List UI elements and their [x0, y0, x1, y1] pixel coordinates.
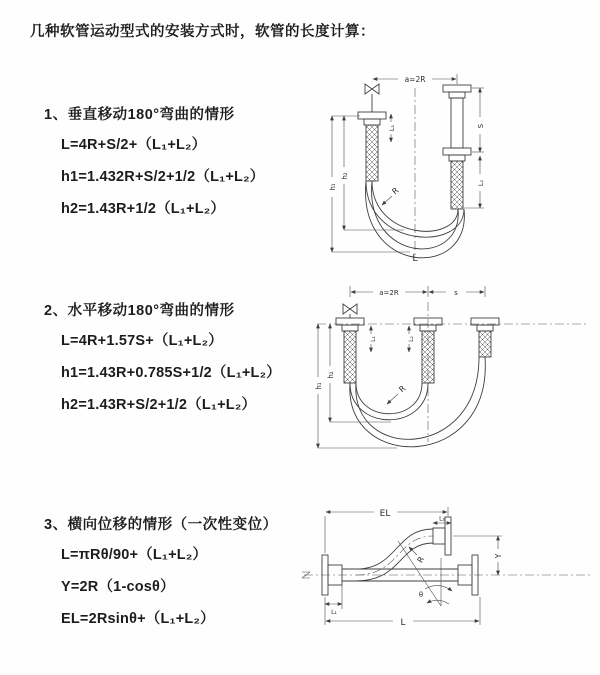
dim-label-theta: θ: [418, 591, 424, 599]
dim-label-a2r: a=2R: [404, 75, 426, 84]
section-3-heading: 3、横向位移的情形（一次性变位）: [44, 517, 278, 533]
dimension-l1: [370, 326, 377, 352]
dim-label-y: Y: [494, 553, 503, 559]
right-pipe: [451, 98, 463, 148]
angle-theta: [398, 541, 452, 606]
hose-u-bends: [350, 357, 486, 447]
dimension-l2: [464, 156, 485, 208]
dim-label-s: S: [477, 123, 485, 129]
diagram-vertical-180-bend: [312, 72, 597, 264]
dim-label-el: EL: [379, 509, 391, 519]
diagram-horizontal-180-bend: [305, 282, 598, 454]
valve-icon: [343, 304, 357, 318]
dim-label-l1: L₁: [388, 124, 396, 132]
dim-label-l2: L₂: [477, 179, 485, 187]
formula-h1: h1=1.432R+S/2+1/2（L₁+L₂）: [61, 169, 265, 185]
dim-label-h2: h₂: [341, 172, 349, 180]
formula-Y: Y=2R（1-cosθ）: [61, 579, 175, 595]
page-title: 几种软管运动型式的安装方式时，软管的长度计算：: [30, 24, 375, 40]
right-flange-upper: [443, 85, 471, 98]
section-3: [44, 513, 324, 635]
dimension-length: [325, 597, 480, 628]
dimension-l1: [388, 114, 396, 142]
dim-label-length: L: [412, 253, 418, 264]
valve-icon: [365, 84, 379, 112]
formula-L: L=πRθ/90+（L₁+L₂）: [61, 547, 208, 563]
dim-label-radius: R: [397, 383, 408, 395]
braided-hose-right: [479, 331, 491, 357]
hose-s-curve: [356, 529, 433, 581]
formula-h2: h2=1.43R+S/2+1/2（L₁+L₂）: [61, 397, 257, 413]
formula-h2: h2=1.43R+1/2（L₁+L₂）: [61, 201, 226, 217]
formula-L: L=4R+1.57S+（L₁+L₂）: [61, 333, 223, 349]
formula-L: L=4R+S/2+（L₁+L₂）: [61, 137, 207, 153]
radius-callout: [387, 384, 408, 404]
dimension-s: [472, 88, 485, 152]
left-flange: [336, 318, 364, 331]
dimension-l2: [408, 326, 415, 352]
braided-hose-middle: [422, 331, 434, 383]
dim-label-shift: s: [454, 289, 458, 297]
dim-label-l2: L₂: [408, 336, 415, 342]
dim-label-l1: L₁: [331, 609, 337, 616]
left-flange: [358, 112, 386, 125]
braided-hose-right: [451, 161, 463, 209]
diagram-lateral-displacement: [298, 503, 598, 640]
dim-label-l1: L₁: [370, 336, 377, 342]
dimension-a2r: [350, 286, 428, 297]
braided-hose-left: [344, 331, 356, 383]
dim-label-h2: h₂: [327, 371, 335, 379]
right-flange: [471, 318, 499, 331]
formula-EL: EL=2Rsinθ+（L₁+L₂）: [61, 611, 215, 627]
dim-label-radius: R: [390, 185, 401, 197]
dimension-el: [325, 507, 448, 553]
dimension-a2r: [373, 74, 457, 84]
braided-hose-left: [366, 125, 378, 181]
dim-label-l2: L₂: [439, 515, 445, 523]
section-1-heading: 1、垂直移动180°弯曲的情形: [44, 107, 235, 123]
dim-label-h1: h₁: [315, 382, 323, 390]
dim-label-length: L: [400, 618, 406, 628]
dimension-l1: [325, 585, 342, 616]
section-1: [44, 103, 324, 225]
dim-label-h1: h₁: [329, 183, 337, 191]
section-2-heading: 2、水平移动180°弯曲的情形: [44, 303, 235, 319]
section-2: [44, 299, 324, 421]
dim-label-a2r: a=2R: [379, 289, 399, 297]
dimension-shift: [429, 286, 485, 297]
right-flange-lower: [443, 148, 471, 161]
dim-label-radius: R: [415, 555, 427, 565]
radius-callout: [382, 186, 401, 205]
formula-h1: h1=1.43R+0.785S+1/2（L₁+L₂）: [61, 365, 281, 381]
